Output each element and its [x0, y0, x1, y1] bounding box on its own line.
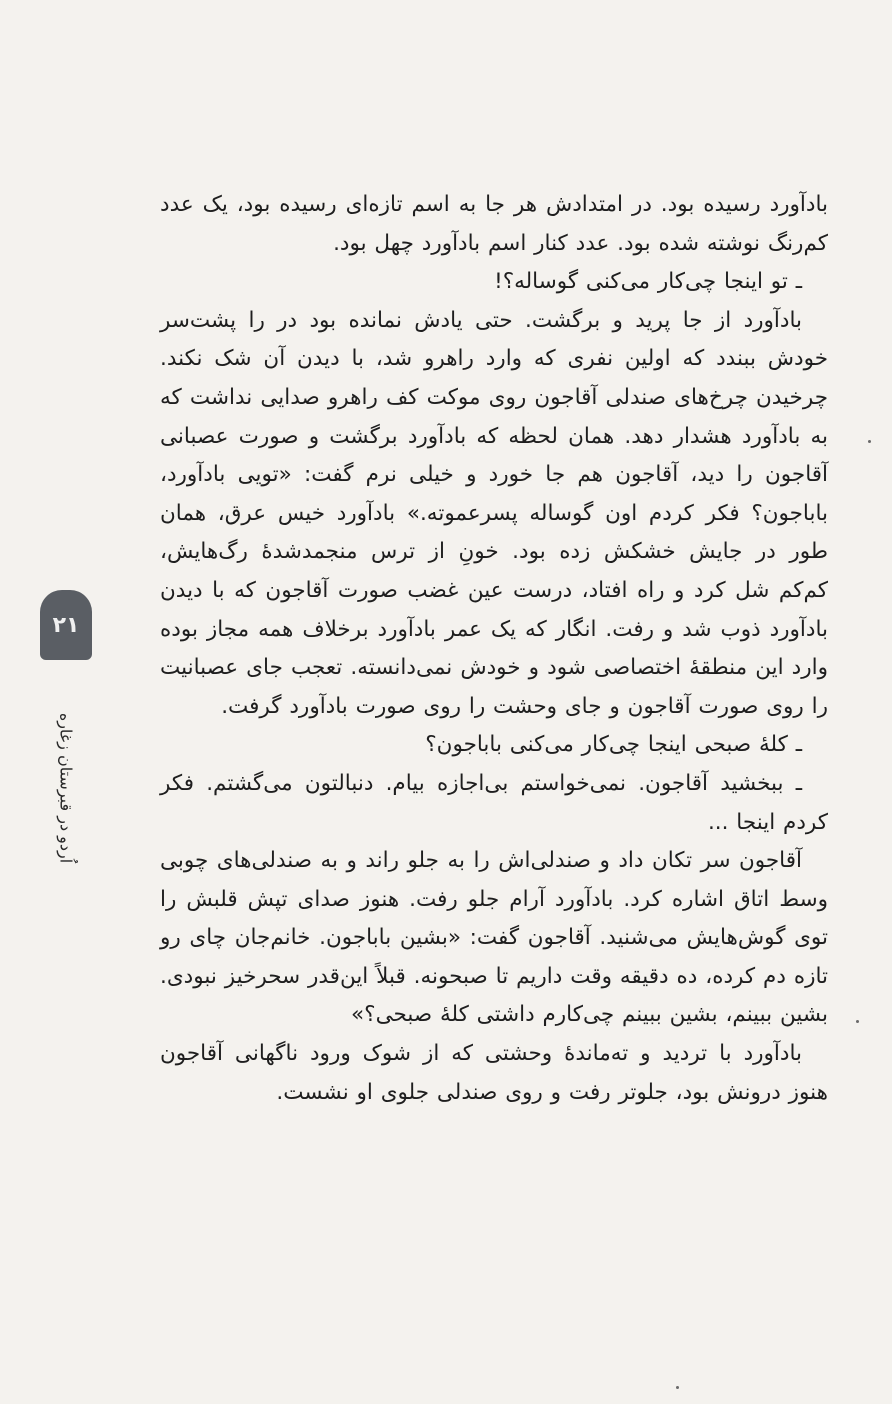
- paragraph-2: ـ تو اینجا چی‌کار می‌کنی گوساله؟!: [494, 269, 802, 295]
- speck: [856, 1020, 859, 1023]
- body-text: [160, 186, 828, 1112]
- paragraph-3: بادآورد از جا پرید و برگشت. حتی یادش نمانده بود در را پشت‌سر خودش ببندد که اولین نفری که وارد راهرو شد، با دیدن آن شک نکند. چرخیدن چرخ‌های صندلی آقاجون روی موکت کف راهرو صدایی نداشت که به بادآورد هشدار دهد. همان لحظه که بادآورد برگشت و صورت عصبانی آقاجون را دید، آقاجون هم جا خورد و خیلی نرم گفت: «تویی بادآورد، باباجون؟ فکر کردم اون گوساله پسرعموته.» بادآورد خیس عرق، همان طور در جایش خشکش زده بود. خونِ از ترس منجمدشدهٔ رگ‌هایش، کم‌کم شل کرد و راه افتاد، درست عین غضب صورت آقاجون که با دیدن بادآورد ذوب شد و رفت. انگار که یک عمر بادآورد برخلاف همه مجاز بوده وارد این منطقهٔ اختصاصی شود و خودش نمی‌دانسته. تعجب جای عصبانیت را روی صورت آقاجون و جای وحشت را روی صورت بادآورد گرفت.: [160, 307, 828, 719]
- page-number: ۲۱: [52, 612, 80, 638]
- paragraph-1: بادآورد رسیده بود. در امتدادش هر جا به اسم تازه‌ای رسیده بود، یک عدد کم‌رنگ نوشته شده بود. عدد کنار اسم بادآورد چهل بود.: [160, 192, 828, 256]
- book-title: اُردو در قبرستان زغاره: [56, 712, 76, 864]
- paragraph-7: بادآورد با تردید و ته‌ماندهٔ وحشتی که از شوک ورود ناگهانی آقاجون هنوز درونش بود، جلوتر رفت و روی صندلی جلوی او نشست.: [160, 1041, 828, 1105]
- page-number-tab: [40, 590, 92, 660]
- paragraph-6: آقاجون سر تکان داد و صندلی‌اش را به جلو راند و به صندلی‌های چوبی وسط اتاق اشاره کرد. بادآورد آرام جلو رفت. هنوز صدای تپش قلبش را توی گوش‌هایش می‌شنید. آقاجون گفت: «بشین باباجون. خانم‌جان چای رو تازه دم کرده، ده دقیقه وقت داریم تا صبحونه. قبلاً این‌قدر سحرخیز نبودی. بشین ببینم، بشین ببینم چی‌کارم داشتی کلهٔ صبحی؟»: [160, 848, 828, 1028]
- speck: [868, 440, 871, 443]
- paragraph-4: ـ کلهٔ صبحی اینجا چی‌کار می‌کنی باباجون؟: [425, 732, 802, 758]
- speck: [676, 1386, 679, 1389]
- paragraph-5: ـ ببخشید آقاجون. نمی‌خواستم بی‌اجازه بیام. دنبالتون می‌گشتم. فکر کردم اینجا ...: [160, 770, 828, 835]
